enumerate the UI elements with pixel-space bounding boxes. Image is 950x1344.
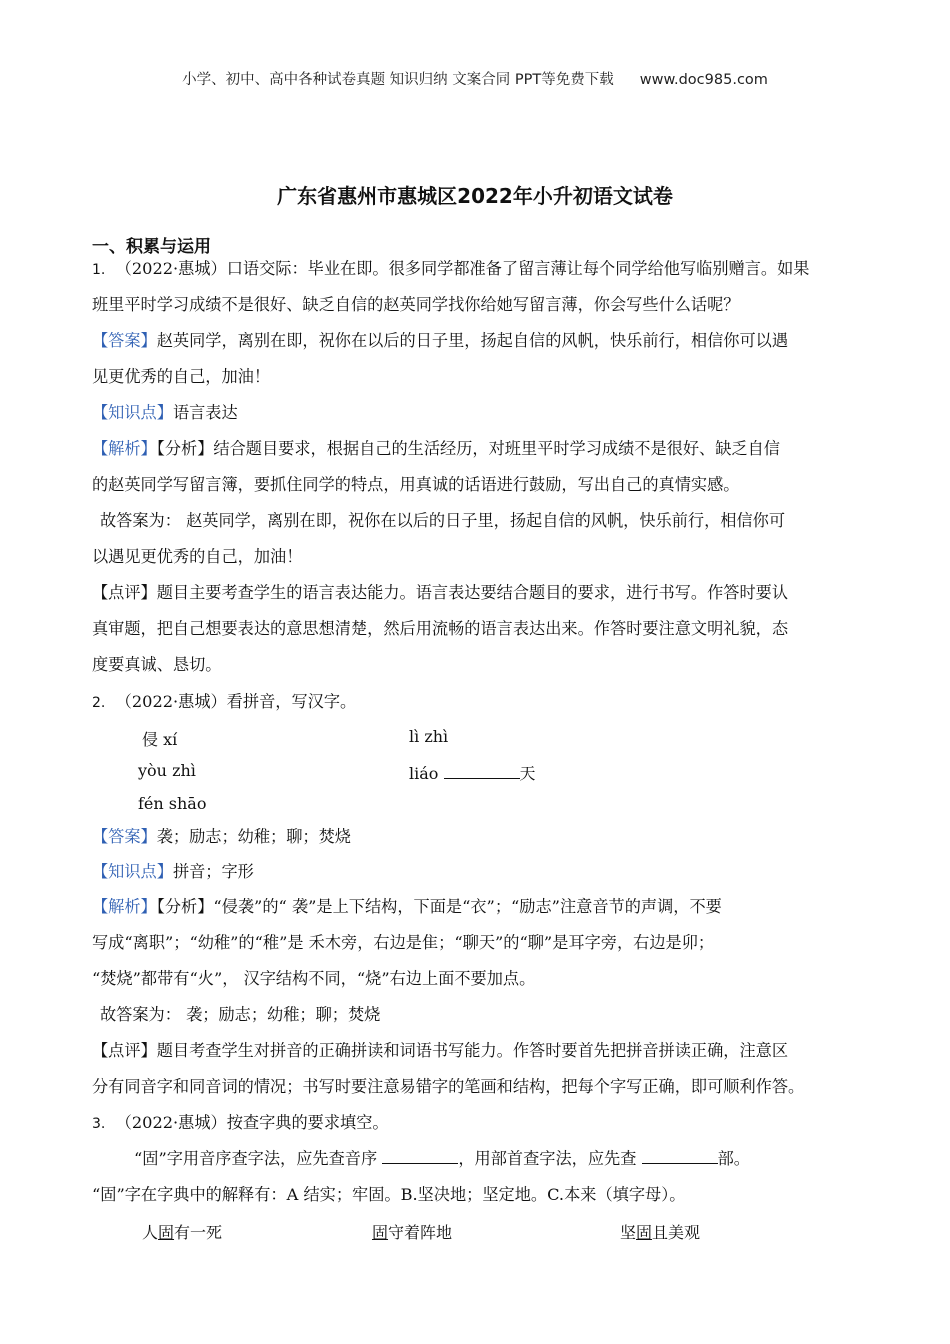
q1-review-line2: 真审题，把自己想要表达的意思想清楚，然后用流畅的语言表达出来。作答时要注意文明礼貌，态 — [92, 619, 789, 638]
answer-tag: 【答案】 — [92, 827, 157, 846]
q3-word3-key: 固 — [636, 1223, 653, 1242]
header-url[interactable]: www.doc985.com — [639, 72, 768, 88]
page-header — [0, 68, 950, 89]
q3-word1-key: 固 — [158, 1223, 175, 1242]
q2-item-tian: 天 — [519, 764, 536, 783]
q2-analysis-line2: 写成“离职”；“幼稚”的“稚”是 禾木旁，右边是隹；“聊天”的“聊”是耳字旁，右边是卯； — [92, 933, 715, 952]
q2-knowledge-line — [92, 862, 862, 882]
section-heading: 一、积累与运用 — [92, 237, 211, 257]
q3-word1-post: 有一死 — [174, 1223, 223, 1242]
knowledge-tag: 【知识点】 — [92, 862, 173, 881]
q3-blank-bushou[interactable] — [642, 1149, 718, 1164]
q1-conclusion-line1: 故答案为： 赵英同学，离别在即，祝你在以后的日子里，扬起自信的风帆，快乐前行，相信你可 — [100, 511, 786, 530]
q3-fill-b: ，用部首查字法，应先查 — [458, 1149, 637, 1168]
q1-analysis-line2: 的赵英同学写留言簿，要抓住同学的特点，用真诚的话语进行鼓励，写出自己的真情实感。 — [92, 475, 740, 494]
q3-definition-line: “固”字在字典中的解释有：A 结实；牢固。B.坚决地；坚定地。C.本来（填字母）。 — [92, 1185, 686, 1204]
q2-knowledge-text: 拼音；字形 — [172, 862, 254, 881]
q3-word1-pre: 人 — [142, 1223, 159, 1242]
q2-answer-line — [92, 827, 862, 847]
q3-source: （2022·惠城） — [115, 1113, 227, 1132]
q1-stem-line2: 班里平时学习成绩不是很好、缺乏自信的赵英同学找你给她写留言薄，你会写些什么话呢？ — [92, 295, 740, 314]
q1-answer-text1: 赵英同学，离别在即，祝你在以后的日子里，扬起自信的风帆，快乐前行，相信你可以遇 — [156, 331, 789, 350]
q2-item-liaotian — [409, 761, 536, 784]
q2-conclusion-line: 故答案为： 袭；励志；幼稚；聊；焚烧 — [100, 1005, 381, 1024]
q2-source: （2022·惠城） — [115, 692, 227, 711]
q1-analysis-text1: 结合题目要求，根据自己的生活经历，对班里平时学习成绩不是很好、缺乏自信 — [213, 439, 780, 458]
knowledge-tag: 【知识点】 — [92, 403, 173, 422]
analysis-tag: 【解析】 — [92, 439, 157, 458]
q3-stem-text: 按查字典的要求填空。 — [226, 1113, 389, 1132]
q1-review-line3: 度要真诚、恳切。 — [92, 655, 222, 674]
q2-analysis-line3: “焚烧”都带有“火”， 汉字结构不同，“烧”右边上面不要加点。 — [92, 969, 536, 988]
q2-analysis-line1 — [92, 897, 862, 917]
q2-number: 2. — [92, 695, 106, 711]
q1-knowledge-line — [92, 403, 862, 423]
review-tag: 【点评】 — [92, 583, 157, 602]
q3-word3-pre: 坚 — [620, 1223, 637, 1242]
q3-word-jiangu — [620, 1220, 700, 1243]
q3-word2-post: 守着阵地 — [388, 1223, 453, 1242]
q2-item-lizhi: lì zhì — [409, 727, 449, 746]
review-tag: 【点评】 — [92, 1041, 157, 1060]
q2-item-youzhi: yòu zhì — [138, 761, 196, 780]
q2-review-line2: 分有同音字和同音词的情况；书写时要注意易错字的笔画和结构，把每个字写正确，即可顺利作答。 — [92, 1077, 805, 1096]
q1-source: （2022·惠城） — [115, 259, 227, 278]
analysis-tag: 【解析】 — [92, 897, 157, 916]
q3-word-gushou — [372, 1220, 452, 1243]
q2-analysis-text1: “侵袭”的“ 袭”是上下结构，下面是“衣”；“励志”注意音节的声调，不要 — [213, 897, 722, 916]
q3-word3-post: 且美观 — [652, 1223, 701, 1242]
q1-knowledge-text: 语言表达 — [172, 403, 238, 422]
q3-word2-key: 固 — [372, 1223, 389, 1242]
q1-answer-line1 — [92, 331, 862, 351]
q3-stem-line — [92, 1113, 862, 1134]
q2-stem-text: 看拼音，写汉字。 — [226, 692, 357, 711]
q3-word-guyou — [142, 1220, 222, 1243]
q3-fill-c: 部。 — [717, 1149, 750, 1168]
page-title: 广东省惠州市惠城区2022年小升初语文试卷 — [277, 184, 673, 208]
header-text: 小学、初中、高中各种试卷真题 知识归纳 文案合同 PPT等免费下载 — [182, 72, 614, 88]
q1-answer-line2: 见更优秀的自己，加油！ — [92, 367, 271, 386]
q2-review-text1: 题目考查学生对拼音的正确拼读和词语书写能力。作答时要首先把拼音拼读正确，注意区 — [156, 1041, 789, 1060]
q2-stem-line — [92, 692, 862, 713]
q2-answer-text: 袭；励志；幼稚；聊；焚烧 — [156, 827, 351, 846]
q1-review-text1: 题目主要考查学生的语言表达能力。语言表达要结合题目的要求，进行书写。作答时要认 — [156, 583, 789, 602]
q2-review-line1 — [92, 1041, 862, 1061]
q1-stem-text1: 口语交际：毕业在即。很多同学都准备了留言薄让每个同学给他写临别赠言。如果 — [226, 259, 810, 278]
fenxi-tag: 【分析】 — [156, 439, 214, 458]
q3-blank-yinxu[interactable] — [382, 1149, 458, 1164]
q1-analysis-line1 — [92, 439, 862, 459]
q2-item-qinxi: 侵 xí — [142, 730, 178, 749]
q2-item-fenshao: fén shāo — [138, 794, 207, 813]
q1-review-line1 — [92, 583, 862, 603]
q1-conclusion-line2: 以遇见更优秀的自己，加油！ — [92, 547, 303, 566]
fenxi-tag: 【分析】 — [156, 897, 214, 916]
q2-blank[interactable] — [444, 764, 520, 779]
q3-fill-line — [134, 1149, 904, 1169]
q3-fill-a: “固”字用音序查字法，应先查音序 — [134, 1149, 378, 1168]
q3-number: 3. — [92, 1116, 106, 1132]
q1-number: 1. — [92, 262, 106, 278]
q2-item-liao: liáo — [409, 764, 439, 783]
answer-tag: 【答案】 — [92, 331, 157, 350]
q1-stem-line1 — [92, 259, 862, 280]
